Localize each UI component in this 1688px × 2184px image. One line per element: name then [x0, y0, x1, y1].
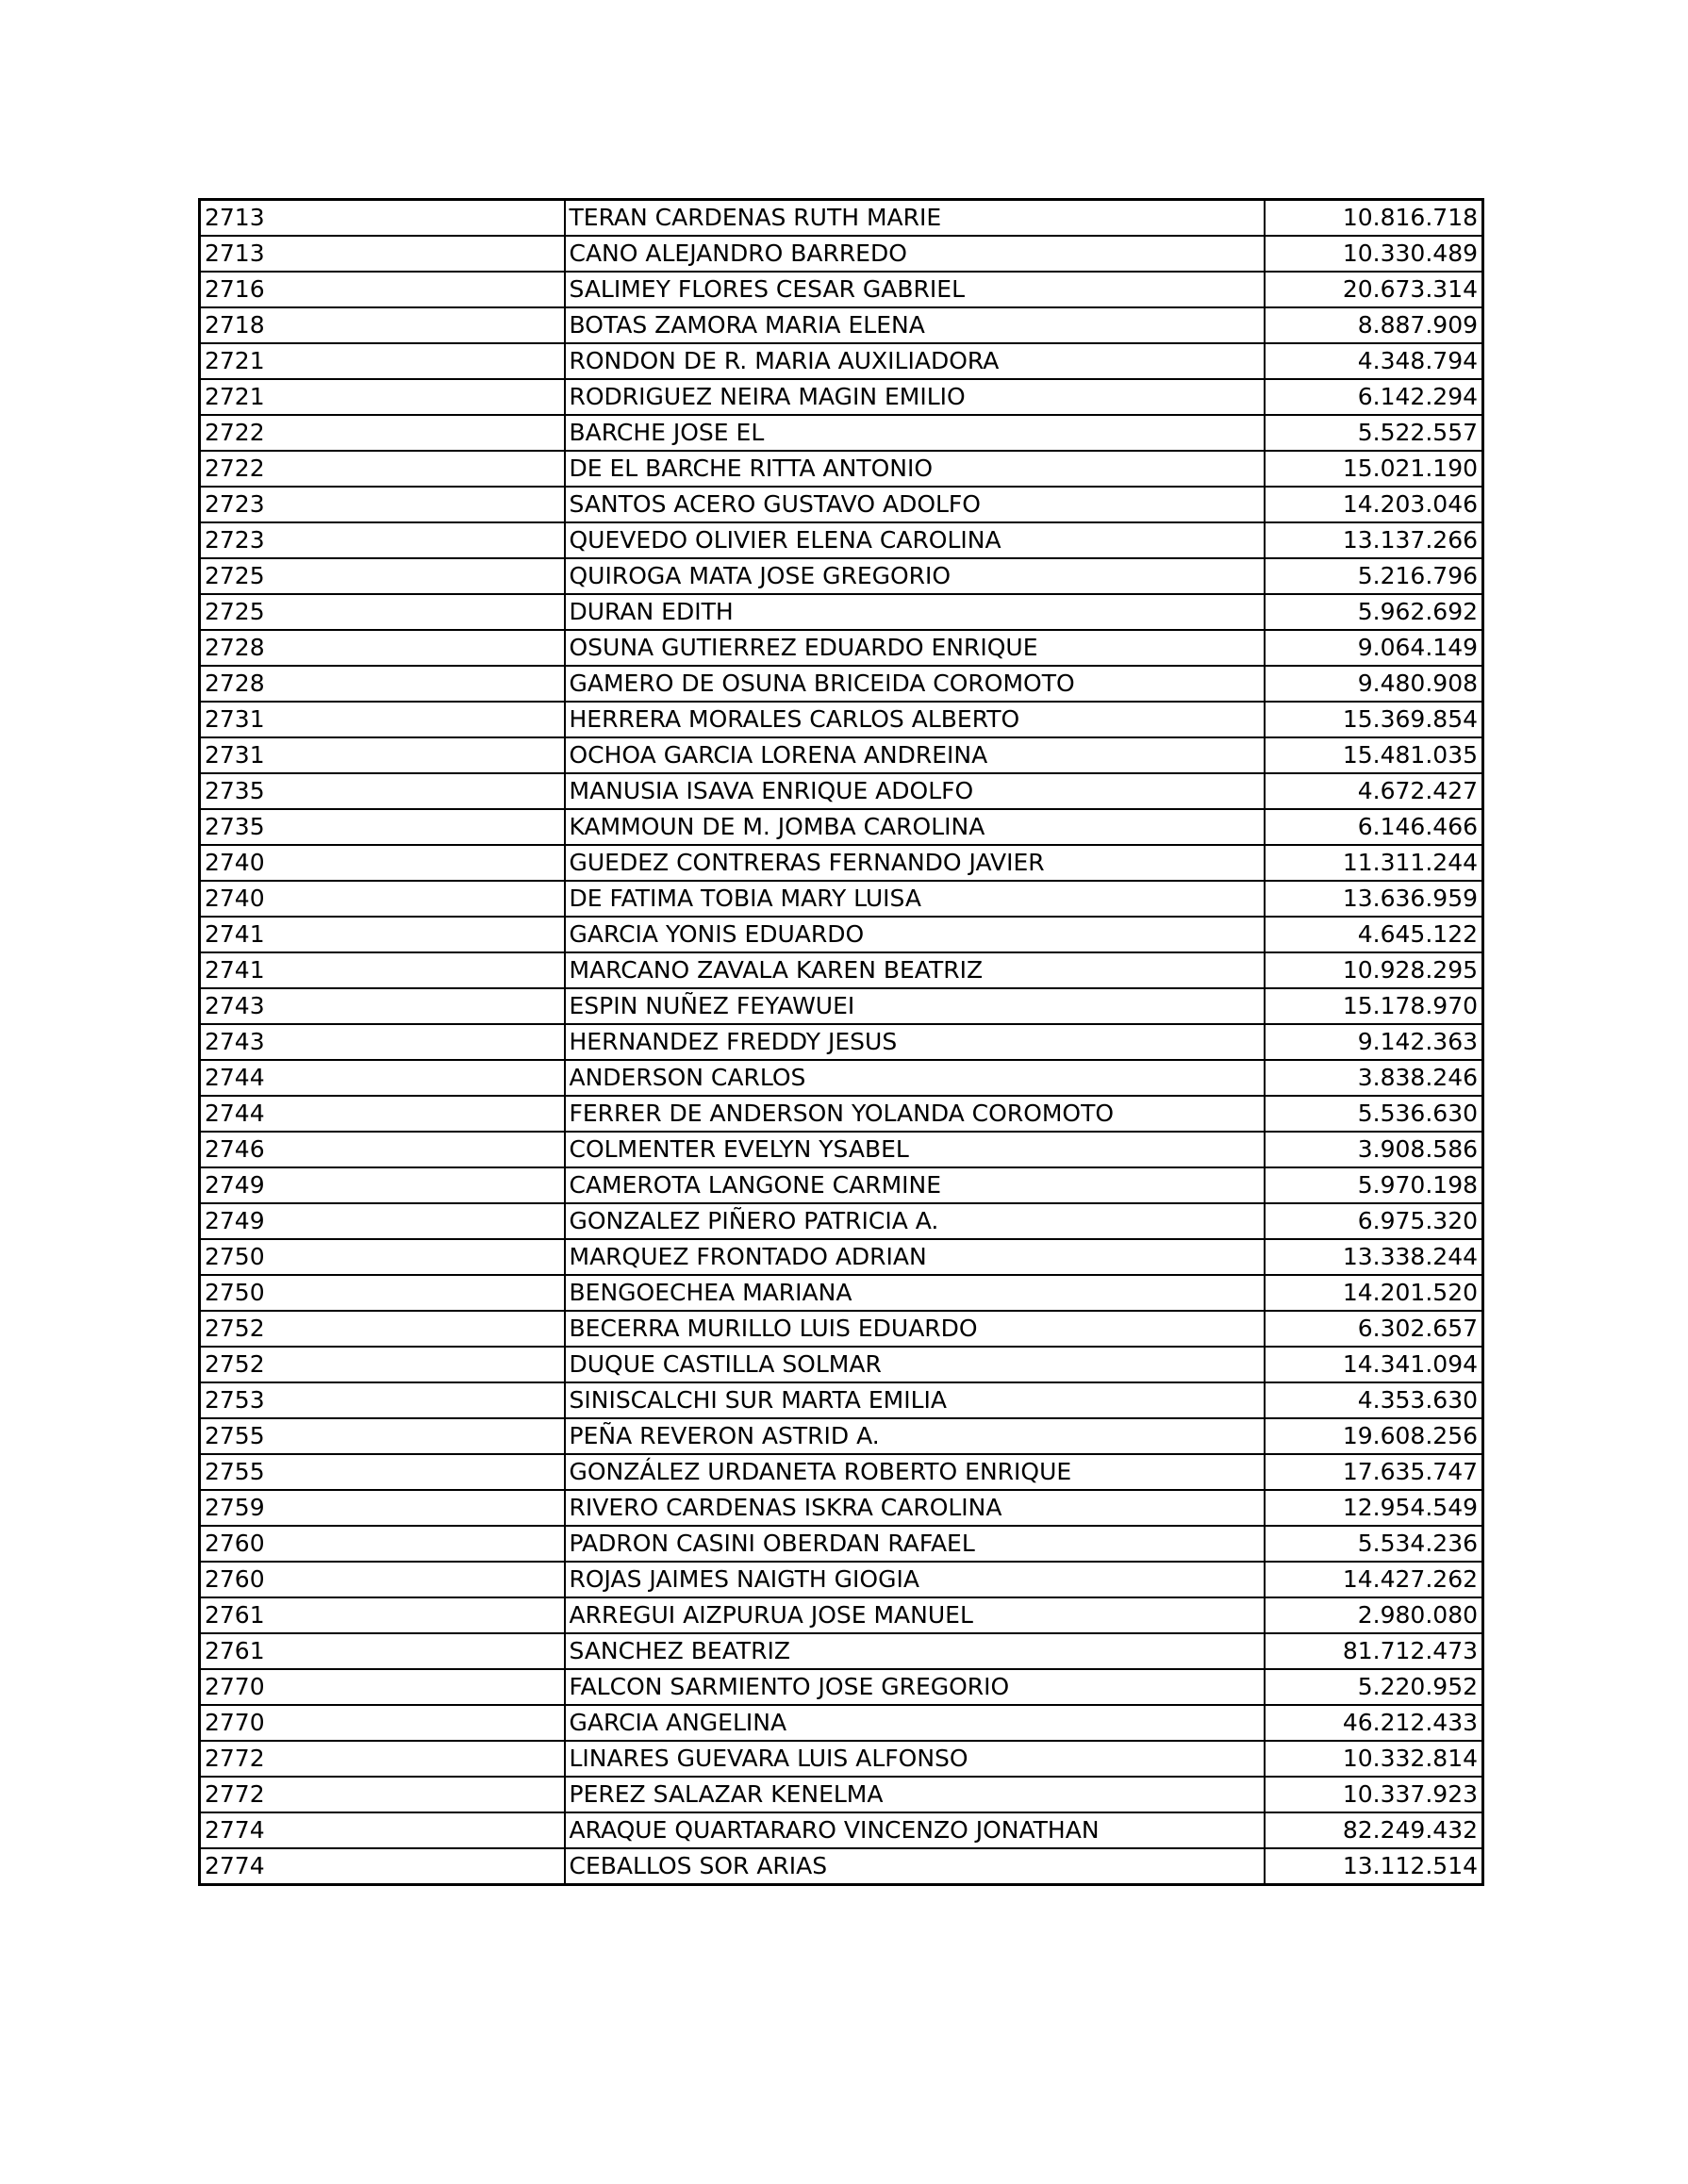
row-code: 2760: [200, 1562, 565, 1597]
row-name: ANDERSON CARLOS: [565, 1060, 1265, 1096]
row-name: BOTAS ZAMORA MARIA ELENA: [565, 307, 1265, 343]
table-row: [200, 1418, 1483, 1454]
row-amount: 4.645.122: [1265, 917, 1483, 952]
table-row: [200, 1347, 1483, 1382]
row-code: 2735: [200, 809, 565, 845]
row-name: HERNANDEZ FREDDY JESUS: [565, 1024, 1265, 1060]
row-code: 2759: [200, 1490, 565, 1526]
table-row: [200, 1669, 1483, 1705]
table-row: [200, 1239, 1483, 1275]
row-code: 2725: [200, 594, 565, 630]
table-row: [200, 1526, 1483, 1562]
row-name: GONZÁLEZ URDANETA ROBERTO ENRIQUE: [565, 1454, 1265, 1490]
row-amount: 6.146.466: [1265, 809, 1483, 845]
row-code: 2752: [200, 1347, 565, 1382]
row-name: SANCHEZ BEATRIZ: [565, 1633, 1265, 1669]
row-code: 2721: [200, 343, 565, 379]
row-code: 2753: [200, 1382, 565, 1418]
row-amount: 6.975.320: [1265, 1203, 1483, 1239]
row-name: QUEVEDO OLIVIER ELENA CAROLINA: [565, 522, 1265, 558]
row-code: 2749: [200, 1203, 565, 1239]
row-amount: 5.536.630: [1265, 1096, 1483, 1132]
row-name: RONDON DE R. MARIA AUXILIADORA: [565, 343, 1265, 379]
row-amount: 6.142.294: [1265, 379, 1483, 415]
row-amount: 10.330.489: [1265, 236, 1483, 272]
row-amount: 13.112.514: [1265, 1848, 1483, 1885]
table-row: [200, 773, 1483, 809]
row-amount: 9.480.908: [1265, 666, 1483, 702]
row-name: MANUSIA ISAVA ENRIQUE ADOLFO: [565, 773, 1265, 809]
row-name: TERAN CARDENAS RUTH MARIE: [565, 200, 1265, 237]
table-row: [200, 415, 1483, 451]
row-amount: 9.142.363: [1265, 1024, 1483, 1060]
row-amount: 9.064.149: [1265, 630, 1483, 666]
row-name: GUEDEZ CONTRERAS FERNANDO JAVIER: [565, 845, 1265, 881]
row-code: 2760: [200, 1526, 565, 1562]
row-code: 2723: [200, 487, 565, 522]
row-name: FALCON SARMIENTO JOSE GREGORIO: [565, 1669, 1265, 1705]
row-code: 2746: [200, 1132, 565, 1167]
row-name: GARCIA ANGELINA: [565, 1705, 1265, 1741]
row-name: ARAQUE QUARTARARO VINCENZO JONATHAN: [565, 1812, 1265, 1848]
table-row: [200, 1454, 1483, 1490]
table-row: [200, 1597, 1483, 1633]
row-code: 2740: [200, 845, 565, 881]
row-name: CAMEROTA LANGONE CARMINE: [565, 1167, 1265, 1203]
row-amount: 82.249.432: [1265, 1812, 1483, 1848]
table-row: [200, 1096, 1483, 1132]
row-name: GARCIA YONIS EDUARDO: [565, 917, 1265, 952]
row-amount: 17.635.747: [1265, 1454, 1483, 1490]
row-code: 2740: [200, 881, 565, 917]
table-row: [200, 1848, 1483, 1885]
row-code: 2721: [200, 379, 565, 415]
table-row: [200, 307, 1483, 343]
row-amount: 5.970.198: [1265, 1167, 1483, 1203]
row-code: 2755: [200, 1418, 565, 1454]
row-name: SANTOS ACERO GUSTAVO ADOLFO: [565, 487, 1265, 522]
row-amount: 4.348.794: [1265, 343, 1483, 379]
table-row: [200, 952, 1483, 988]
row-name: RIVERO CARDENAS ISKRA CAROLINA: [565, 1490, 1265, 1526]
row-code: 2772: [200, 1741, 565, 1777]
row-amount: 5.962.692: [1265, 594, 1483, 630]
row-amount: 14.203.046: [1265, 487, 1483, 522]
row-code: 2750: [200, 1275, 565, 1311]
row-name: PEÑA REVERON ASTRID A.: [565, 1418, 1265, 1454]
row-name: ESPIN NUÑEZ FEYAWUEI: [565, 988, 1265, 1024]
table-row: [200, 1060, 1483, 1096]
row-amount: 13.338.244: [1265, 1239, 1483, 1275]
row-code: 2725: [200, 558, 565, 594]
ledger-table: [198, 198, 1484, 1886]
row-name: SINISCALCHI SUR MARTA EMILIA: [565, 1382, 1265, 1418]
table-row: [200, 1812, 1483, 1848]
row-amount: 46.212.433: [1265, 1705, 1483, 1741]
row-amount: 20.673.314: [1265, 272, 1483, 307]
row-code: 2713: [200, 200, 565, 237]
table-row: [200, 1132, 1483, 1167]
table-row: [200, 343, 1483, 379]
row-name: BENGOECHEA MARIANA: [565, 1275, 1265, 1311]
row-amount: 14.341.094: [1265, 1347, 1483, 1382]
table-row: [200, 1741, 1483, 1777]
row-amount: 15.178.970: [1265, 988, 1483, 1024]
table-row: [200, 702, 1483, 737]
table-row: [200, 272, 1483, 307]
row-code: 2731: [200, 737, 565, 773]
row-code: 2750: [200, 1239, 565, 1275]
row-amount: 13.137.266: [1265, 522, 1483, 558]
row-name: RODRIGUEZ NEIRA MAGIN EMILIO: [565, 379, 1265, 415]
row-code: 2761: [200, 1633, 565, 1669]
row-name: CANO ALEJANDRO BARREDO: [565, 236, 1265, 272]
table-row: [200, 1382, 1483, 1418]
table-row: [200, 487, 1483, 522]
row-amount: 81.712.473: [1265, 1633, 1483, 1669]
table-row: [200, 1024, 1483, 1060]
row-code: 2735: [200, 773, 565, 809]
table-row: [200, 1167, 1483, 1203]
row-name: DE EL BARCHE RITTA ANTONIO: [565, 451, 1265, 487]
table-row: [200, 451, 1483, 487]
row-code: 2718: [200, 307, 565, 343]
row-name: HERRERA MORALES CARLOS ALBERTO: [565, 702, 1265, 737]
row-name: COLMENTER EVELYN YSABEL: [565, 1132, 1265, 1167]
row-amount: 19.608.256: [1265, 1418, 1483, 1454]
row-code: 2713: [200, 236, 565, 272]
table-row: [200, 1633, 1483, 1669]
row-amount: 10.928.295: [1265, 952, 1483, 988]
row-name: CEBALLOS SOR ARIAS: [565, 1848, 1265, 1885]
row-name: OCHOA GARCIA LORENA ANDREINA: [565, 737, 1265, 773]
row-name: DE FATIMA TOBIA MARY LUISA: [565, 881, 1265, 917]
table-row: [200, 200, 1483, 237]
row-code: 2772: [200, 1777, 565, 1812]
row-amount: 3.838.246: [1265, 1060, 1483, 1096]
row-code: 2744: [200, 1096, 565, 1132]
row-amount: 10.816.718: [1265, 200, 1483, 237]
table-row: [200, 917, 1483, 952]
table-row: [200, 1275, 1483, 1311]
table-row: [200, 881, 1483, 917]
row-name: BARCHE JOSE EL: [565, 415, 1265, 451]
row-amount: 5.216.796: [1265, 558, 1483, 594]
table-row: [200, 558, 1483, 594]
table-row: [200, 1203, 1483, 1239]
row-amount: 4.353.630: [1265, 1382, 1483, 1418]
table-row: [200, 594, 1483, 630]
row-name: PEREZ SALAZAR KENELMA: [565, 1777, 1265, 1812]
table-row: [200, 379, 1483, 415]
row-name: QUIROGA MATA JOSE GREGORIO: [565, 558, 1265, 594]
table-row: [200, 630, 1483, 666]
row-code: 2716: [200, 272, 565, 307]
row-code: 2752: [200, 1311, 565, 1347]
table-row: [200, 236, 1483, 272]
row-name: SALIMEY FLORES CESAR GABRIEL: [565, 272, 1265, 307]
row-name: ROJAS JAIMES NAIGTH GIOGIA: [565, 1562, 1265, 1597]
row-code: 2749: [200, 1167, 565, 1203]
row-amount: 15.021.190: [1265, 451, 1483, 487]
row-code: 2728: [200, 630, 565, 666]
row-name: PADRON CASINI OBERDAN RAFAEL: [565, 1526, 1265, 1562]
table-row: [200, 522, 1483, 558]
row-code: 2728: [200, 666, 565, 702]
row-amount: 15.481.035: [1265, 737, 1483, 773]
row-amount: 3.908.586: [1265, 1132, 1483, 1167]
table-row: [200, 1777, 1483, 1812]
row-amount: 4.672.427: [1265, 773, 1483, 809]
row-code: 2722: [200, 451, 565, 487]
row-name: LINARES GUEVARA LUIS ALFONSO: [565, 1741, 1265, 1777]
row-name: MARCANO ZAVALA KAREN BEATRIZ: [565, 952, 1265, 988]
row-amount: 15.369.854: [1265, 702, 1483, 737]
row-amount: 8.887.909: [1265, 307, 1483, 343]
row-amount: 13.636.959: [1265, 881, 1483, 917]
row-name: GAMERO DE OSUNA BRICEIDA COROMOTO: [565, 666, 1265, 702]
row-code: 2723: [200, 522, 565, 558]
row-amount: 10.332.814: [1265, 1741, 1483, 1777]
row-code: 2722: [200, 415, 565, 451]
row-amount: 14.427.262: [1265, 1562, 1483, 1597]
row-amount: 6.302.657: [1265, 1311, 1483, 1347]
row-code: 2774: [200, 1812, 565, 1848]
row-name: ARREGUI AIZPURUA JOSE MANUEL: [565, 1597, 1265, 1633]
row-code: 2770: [200, 1705, 565, 1741]
row-code: 2770: [200, 1669, 565, 1705]
row-amount: 11.311.244: [1265, 845, 1483, 881]
row-amount: 12.954.549: [1265, 1490, 1483, 1526]
row-name: OSUNA GUTIERREZ EDUARDO ENRIQUE: [565, 630, 1265, 666]
ledger-body: [200, 200, 1483, 1885]
table-row: [200, 1562, 1483, 1597]
row-name: DURAN EDITH: [565, 594, 1265, 630]
row-amount: 14.201.520: [1265, 1275, 1483, 1311]
row-code: 2755: [200, 1454, 565, 1490]
row-amount: 5.534.236: [1265, 1526, 1483, 1562]
row-name: DUQUE CASTILLA SOLMAR: [565, 1347, 1265, 1382]
row-code: 2774: [200, 1848, 565, 1885]
table-row: [200, 1705, 1483, 1741]
table-row: [200, 988, 1483, 1024]
row-amount: 5.522.557: [1265, 415, 1483, 451]
row-code: 2731: [200, 702, 565, 737]
row-name: GONZALEZ PIÑERO PATRICIA A.: [565, 1203, 1265, 1239]
row-amount: 5.220.952: [1265, 1669, 1483, 1705]
table-row: [200, 1311, 1483, 1347]
row-name: BECERRA MURILLO LUIS EDUARDO: [565, 1311, 1265, 1347]
row-code: 2744: [200, 1060, 565, 1096]
row-code: 2741: [200, 917, 565, 952]
table-row: [200, 809, 1483, 845]
row-code: 2743: [200, 988, 565, 1024]
row-amount: 10.337.923: [1265, 1777, 1483, 1812]
row-name: KAMMOUN DE M. JOMBA CAROLINA: [565, 809, 1265, 845]
row-name: FERRER DE ANDERSON YOLANDA COROMOTO: [565, 1096, 1265, 1132]
table-row: [200, 1490, 1483, 1526]
table-row: [200, 737, 1483, 773]
row-code: 2761: [200, 1597, 565, 1633]
row-name: MARQUEZ FRONTADO ADRIAN: [565, 1239, 1265, 1275]
table-row: [200, 666, 1483, 702]
row-code: 2743: [200, 1024, 565, 1060]
row-amount: 2.980.080: [1265, 1597, 1483, 1633]
row-code: 2741: [200, 952, 565, 988]
table-row: [200, 845, 1483, 881]
